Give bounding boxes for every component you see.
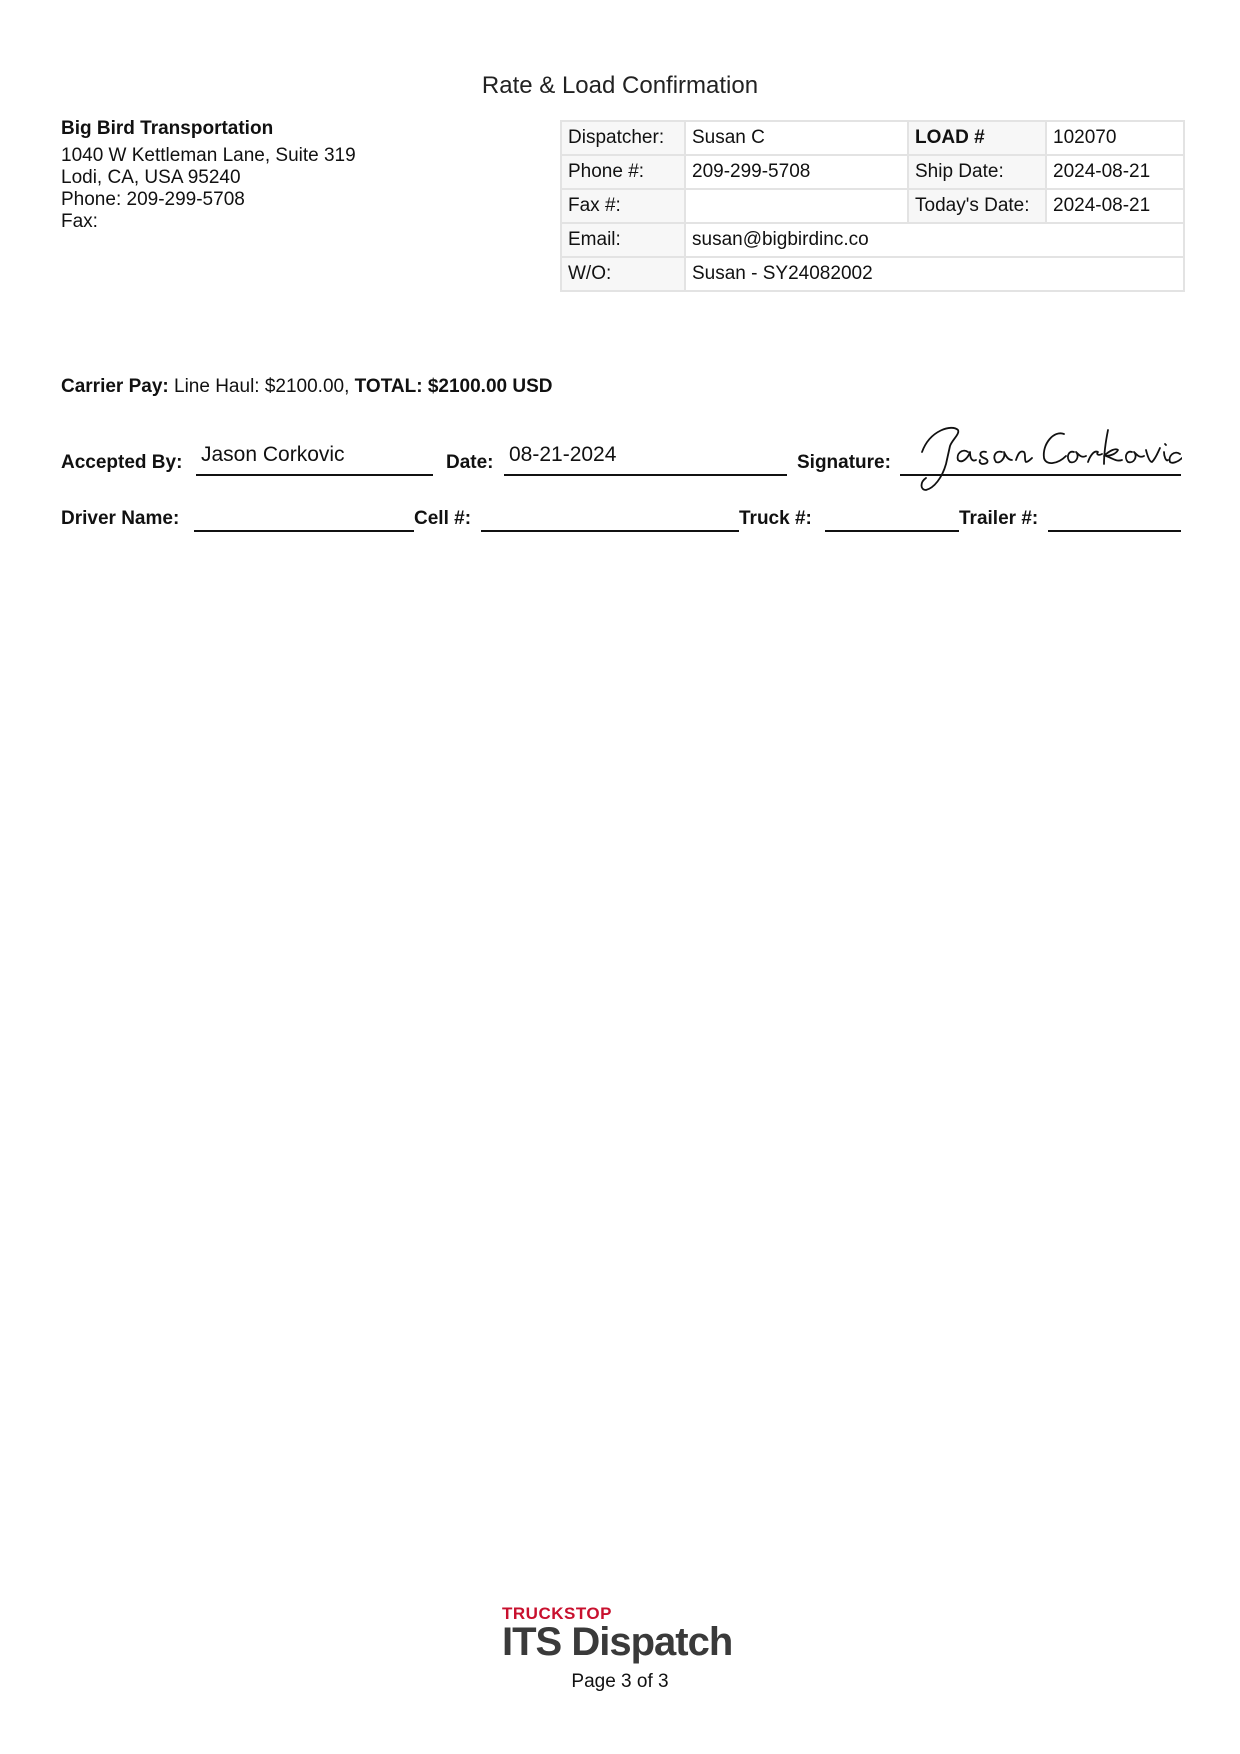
its-dispatch-wordmark: ITS Dispatch [502, 1620, 733, 1664]
line-haul-text: Line Haul: $2100.00, [168, 376, 355, 397]
ship-date-label: Ship Date: [908, 155, 1046, 189]
trailer-label: Trailer #: [959, 508, 1039, 529]
todays-date-value: 2024-08-21 [1046, 189, 1184, 223]
dispatcher-label: Dispatcher: [561, 121, 685, 155]
company-phone: Phone: 209-299-5708 [61, 189, 245, 210]
company-block [61, 118, 356, 233]
truck-field[interactable] [825, 504, 959, 532]
email-value: susan@bigbirdinc.co [685, 223, 1184, 257]
carrier-pay-line [61, 376, 552, 398]
signature-label: Signature: [797, 452, 891, 473]
phone-value: 209-299-5708 [685, 155, 908, 189]
table-row [561, 121, 1184, 155]
table-row [561, 155, 1184, 189]
ship-date-value: 2024-08-21 [1046, 155, 1184, 189]
email-label: Email: [561, 223, 685, 257]
trailer-field[interactable] [1048, 504, 1181, 532]
dispatcher-value: Susan C [685, 121, 908, 155]
date-field[interactable]: 08-21-2024 [504, 436, 787, 476]
document-title: Rate & Load Confirmation [481, 72, 759, 99]
company-name: Big Bird Transportation [61, 118, 274, 139]
accepted-by-label: Accepted By: [61, 452, 183, 473]
company-address-line1: 1040 W Kettleman Lane, Suite 319 [61, 145, 356, 166]
load-info-table [560, 120, 1185, 292]
driver-name-field[interactable] [194, 504, 414, 532]
fax-value [685, 189, 908, 223]
truck-label: Truck #: [739, 508, 812, 529]
driver-row [61, 502, 1181, 534]
its-dispatch-logo [502, 1604, 732, 1662]
cell-field[interactable] [481, 504, 739, 532]
fax-label: Fax #: [561, 189, 685, 223]
truckstop-wordmark: TRUCKSTOP [502, 1604, 612, 1623]
date-label: Date: [446, 452, 494, 473]
load-number-value: 102070 [1046, 121, 1184, 155]
company-fax: Fax: [61, 211, 98, 232]
carrier-pay-label: Carrier Pay: [61, 376, 169, 397]
accepted-by-field[interactable]: Jason Corkovic [196, 436, 433, 476]
total-text: TOTAL: $2100.00 USD [354, 376, 553, 397]
page-number: Page 3 of 3 [571, 1671, 669, 1692]
signature-image [912, 420, 1182, 498]
wo-value: Susan - SY24082002 [685, 257, 1184, 291]
cell-label: Cell #: [414, 508, 472, 529]
table-row [561, 223, 1184, 257]
load-number-label: LOAD # [908, 121, 1046, 155]
todays-date-label: Today's Date: [908, 189, 1046, 223]
phone-label: Phone #: [561, 155, 685, 189]
company-address-line2: Lodi, CA, USA 95240 [61, 167, 241, 188]
table-row [561, 257, 1184, 291]
wo-label: W/O: [561, 257, 685, 291]
table-row [561, 189, 1184, 223]
driver-name-label: Driver Name: [61, 508, 180, 529]
